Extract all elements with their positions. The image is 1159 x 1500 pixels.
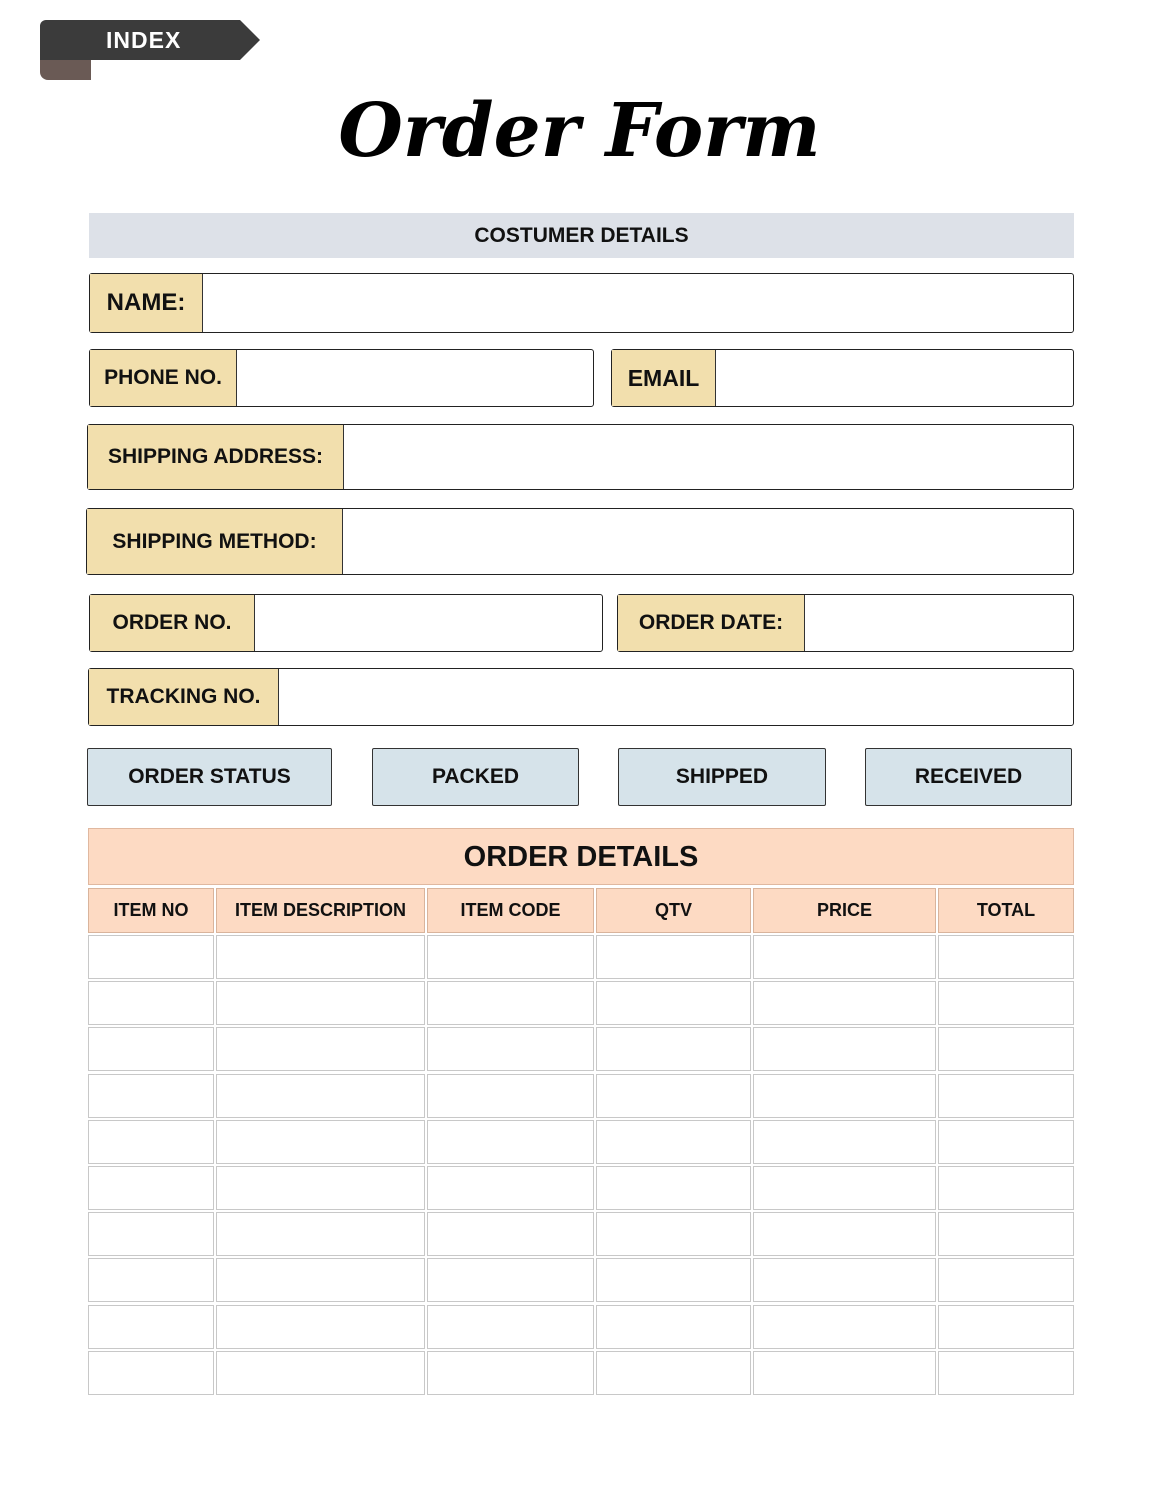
email-label: EMAIL [612,350,716,406]
phone-label: PHONE NO. [90,350,237,406]
table-cell-total[interactable] [938,981,1074,1025]
table-cell-item-description[interactable] [216,1166,425,1210]
table-cell-total[interactable] [938,1120,1074,1164]
table-cell-price[interactable] [753,1074,936,1118]
table-cell-price[interactable] [753,1027,936,1071]
table-cell-item-code[interactable] [427,1027,594,1071]
table-cell-qtv[interactable] [596,1166,751,1210]
table-cell-price[interactable] [753,1258,936,1302]
table-cell-item-code[interactable] [427,1120,594,1164]
table-cell-price[interactable] [753,1351,936,1395]
table-cell-item-no[interactable] [88,1166,214,1210]
table-cell-item-description[interactable] [216,1258,425,1302]
table-cell-item-no[interactable] [88,1120,214,1164]
shipping-address-label: SHIPPING ADDRESS: [88,425,344,489]
table-cell-total[interactable] [938,1212,1074,1256]
status-received[interactable]: RECEIVED [865,748,1072,806]
email-field[interactable] [611,349,1074,407]
phone-field[interactable] [89,349,594,407]
table-cell-item-code[interactable] [427,981,594,1025]
table-cell-item-no[interactable] [88,981,214,1025]
name-label: NAME: [90,274,203,332]
order-status-label: ORDER STATUS [87,748,332,806]
tracking-no-field[interactable] [88,668,1074,726]
table-cell-item-description[interactable] [216,1027,425,1071]
table-cell-item-no[interactable] [88,1212,214,1256]
table-cell-item-code[interactable] [427,1258,594,1302]
shipping-method-field[interactable] [86,508,1074,575]
table-cell-qtv[interactable] [596,1305,751,1349]
table-cell-item-no[interactable] [88,1305,214,1349]
table-cell-price[interactable] [753,981,936,1025]
name-field[interactable] [89,273,1074,333]
column-header-price: PRICE [753,888,936,933]
index-tab-shadow [40,58,91,80]
table-cell-qtv[interactable] [596,1074,751,1118]
table-cell-item-no[interactable] [88,935,214,979]
table-cell-item-code[interactable] [427,1305,594,1349]
table-cell-qtv[interactable] [596,1258,751,1302]
table-cell-item-no[interactable] [88,1027,214,1071]
table-cell-price[interactable] [753,1305,936,1349]
column-header-total: TOTAL [938,888,1074,933]
table-cell-qtv[interactable] [596,1351,751,1395]
order-details-header: ORDER DETAILS [88,828,1074,885]
table-cell-item-code[interactable] [427,1212,594,1256]
table-cell-item-code[interactable] [427,1166,594,1210]
table-cell-qtv[interactable] [596,1027,751,1071]
table-cell-item-description[interactable] [216,1305,425,1349]
table-cell-price[interactable] [753,935,936,979]
table-cell-item-description[interactable] [216,935,425,979]
table-cell-item-code[interactable] [427,1074,594,1118]
order-no-field[interactable] [89,594,603,652]
table-cell-item-code[interactable] [427,935,594,979]
table-cell-item-description[interactable] [216,1212,425,1256]
table-cell-item-no[interactable] [88,1351,214,1395]
status-packed[interactable]: PACKED [372,748,579,806]
index-tab[interactable] [40,20,260,80]
page-title: Order Form [338,88,821,174]
table-cell-price[interactable] [753,1166,936,1210]
column-header-item-code: ITEM CODE [427,888,594,933]
table-cell-item-description[interactable] [216,981,425,1025]
table-cell-total[interactable] [938,935,1074,979]
tracking-no-label: TRACKING NO. [89,669,279,725]
customer-details-header: COSTUMER DETAILS [89,213,1074,258]
table-cell-price[interactable] [753,1120,936,1164]
table-cell-qtv[interactable] [596,1120,751,1164]
order-date-field[interactable] [617,594,1074,652]
index-tab-label: INDEX [106,27,182,53]
table-cell-item-description[interactable] [216,1120,425,1164]
table-cell-total[interactable] [938,1027,1074,1071]
table-cell-qtv[interactable] [596,981,751,1025]
table-cell-qtv[interactable] [596,1212,751,1256]
table-cell-total[interactable] [938,1305,1074,1349]
table-cell-qtv[interactable] [596,935,751,979]
column-header-item-description: ITEM DESCRIPTION [216,888,425,933]
shipping-address-field[interactable] [87,424,1074,490]
status-shipped[interactable]: SHIPPED [618,748,826,806]
table-cell-total[interactable] [938,1258,1074,1302]
column-header-item-no: ITEM NO [88,888,214,933]
order-date-label: ORDER DATE: [618,595,805,651]
column-header-qtv: QTV [596,888,751,933]
table-cell-item-description[interactable] [216,1074,425,1118]
table-cell-total[interactable] [938,1074,1074,1118]
table-cell-item-code[interactable] [427,1351,594,1395]
table-cell-item-no[interactable] [88,1258,214,1302]
table-cell-item-description[interactable] [216,1351,425,1395]
table-cell-total[interactable] [938,1351,1074,1395]
table-cell-total[interactable] [938,1166,1074,1210]
table-cell-price[interactable] [753,1212,936,1256]
table-cell-item-no[interactable] [88,1074,214,1118]
order-no-label: ORDER NO. [90,595,255,651]
shipping-method-label: SHIPPING METHOD: [87,509,343,574]
